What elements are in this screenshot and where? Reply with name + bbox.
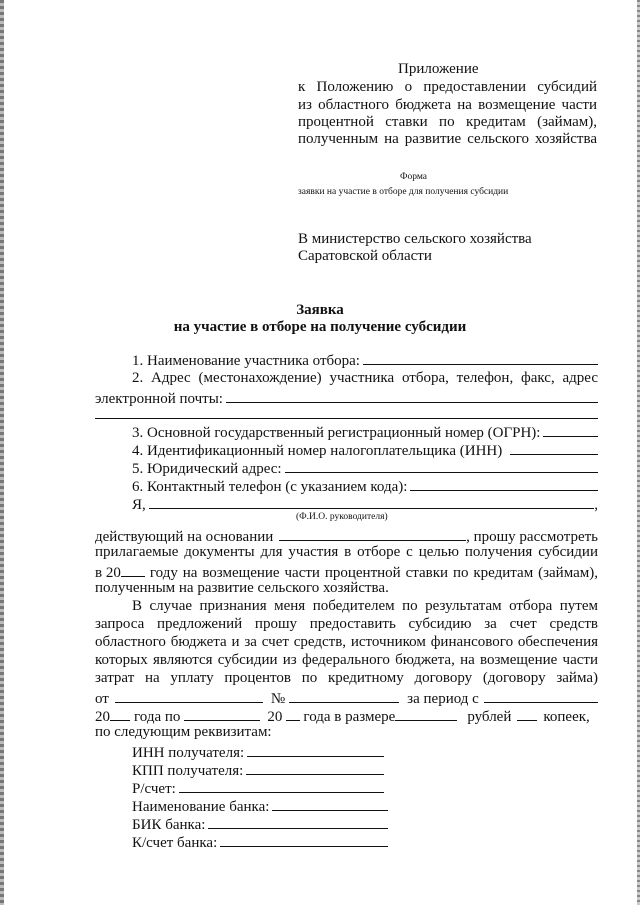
field-address bbox=[95, 388, 598, 408]
req-bank bbox=[132, 796, 388, 816]
period-to-label: года по bbox=[134, 709, 181, 725]
period-from-year-prefix: 20 bbox=[95, 709, 110, 725]
year-suffix: году на возмещение части процентной ставки по кредитам (займам), bbox=[149, 565, 598, 581]
body2-line-1: В случае признания меня победителем по результатам отбора путем bbox=[132, 598, 598, 614]
appendix-line-3: процентной ставки по кредитам (займам), bbox=[298, 114, 597, 130]
field-director bbox=[132, 494, 598, 514]
addressee-line-1: В министерство сельского хозяйства bbox=[298, 231, 532, 247]
field-phone-label: 6. Контактный телефон (с указанием кода): bbox=[132, 479, 408, 495]
req-bik bbox=[132, 814, 388, 834]
appendix-line-4: полученным на развитие сельского хозяйства bbox=[298, 131, 597, 147]
req-bank-label: Наименование банка: bbox=[132, 799, 270, 815]
field-inn-label: 4. Идентификационный номер налогоплательщика (ИНН) bbox=[132, 443, 503, 459]
field-inn bbox=[132, 440, 598, 460]
field-participant-name bbox=[132, 350, 598, 370]
field-phone bbox=[132, 476, 598, 496]
appendix-title: Приложение bbox=[398, 61, 479, 77]
body2-line-3: областного бюджета и за счет средств, источником финансового обеспечения bbox=[95, 634, 598, 650]
req-rs bbox=[132, 778, 384, 798]
period-from-year-input[interactable] bbox=[110, 706, 130, 721]
contract-date-input[interactable] bbox=[115, 688, 263, 703]
amount-label: года в размере bbox=[303, 709, 396, 725]
req-bik-label: БИК банка: bbox=[132, 817, 206, 833]
document-title: Заявка bbox=[296, 302, 344, 318]
basis-suffix: , прошу рассмотреть bbox=[466, 529, 598, 545]
req-bank-input[interactable] bbox=[272, 796, 388, 811]
period-from-label: за период с bbox=[407, 691, 479, 707]
req-kpp bbox=[132, 760, 384, 780]
ogrn-input[interactable] bbox=[543, 422, 598, 437]
field-director-comma: , bbox=[594, 497, 598, 513]
field-ogrn-label: 3. Основной государственный регистрационный номер (ОГРН): bbox=[132, 425, 541, 441]
director-caption: (Ф.И.О. руководителя) bbox=[296, 512, 388, 522]
kopecks-label: копеек, bbox=[543, 709, 590, 725]
legal-address-input[interactable] bbox=[285, 458, 598, 473]
field-ogrn bbox=[132, 422, 598, 442]
field-legal-address bbox=[132, 458, 598, 478]
scan-edge-left bbox=[0, 0, 4, 905]
body2-line-4: которых являются субсидии из федерального бюджета, на возмещение части bbox=[95, 652, 598, 668]
body1-line-4: полученным на развитие сельского хозяйства. bbox=[95, 580, 389, 596]
amount-kopecks-input[interactable] bbox=[517, 706, 537, 721]
req-inn-label: ИНН получателя: bbox=[132, 745, 245, 761]
req-rs-input[interactable] bbox=[179, 778, 384, 793]
req-ks-input[interactable] bbox=[220, 832, 388, 847]
document-subtitle: на участие в отборе на получение субсидии bbox=[173, 319, 467, 335]
req-ks-label: К/счет банка: bbox=[132, 835, 218, 851]
body2-line-2: запроса предложений прошу предоставить субсидию за счет средств bbox=[95, 616, 598, 632]
req-inn bbox=[132, 742, 384, 762]
req-inn-input[interactable] bbox=[247, 742, 384, 757]
inn-input[interactable] bbox=[510, 440, 598, 455]
field-participant-name-label: 1. Наименование участника отбора: bbox=[132, 353, 360, 369]
req-rs-label: Р/счет: bbox=[132, 781, 176, 797]
period-to-input[interactable] bbox=[184, 706, 260, 721]
director-name-input[interactable] bbox=[149, 494, 594, 509]
year-prefix: в 20 bbox=[95, 565, 121, 581]
req-kpp-label: КПП получателя: bbox=[132, 763, 244, 779]
period-to-year-input[interactable] bbox=[286, 706, 300, 721]
period-to-year-prefix: 20 bbox=[267, 709, 283, 725]
field-legal-address-label: 5. Юридический адрес: bbox=[132, 461, 282, 477]
addressee-line-2: Саратовской области bbox=[298, 248, 432, 264]
amount-rubles-input[interactable] bbox=[395, 706, 457, 721]
body1-line-2: прилагаемые документы для участия в отборе с целью получения субсидии bbox=[95, 544, 598, 560]
contract-number-input[interactable] bbox=[289, 688, 399, 703]
year-input[interactable] bbox=[121, 562, 145, 577]
basis-label: действующий на основании bbox=[95, 529, 274, 545]
req-kpp-input[interactable] bbox=[246, 760, 384, 775]
body1-line-3 bbox=[95, 562, 598, 582]
address-input[interactable] bbox=[226, 388, 598, 403]
field-address-label-1: 2. Адрес (местонахождение) участника отбора, телефон, факс, адрес bbox=[132, 370, 598, 386]
form-label: Форма bbox=[400, 172, 428, 182]
participant-name-input[interactable] bbox=[363, 350, 598, 365]
body2-line-7 bbox=[95, 706, 598, 726]
req-ks bbox=[132, 832, 388, 852]
appendix-line-2: из областного бюджета на возмещение части bbox=[298, 97, 597, 113]
req-bik-input[interactable] bbox=[208, 814, 388, 829]
basis-input[interactable] bbox=[279, 526, 466, 541]
form-description: заявки на участие в отборе для получения субсидии bbox=[298, 187, 509, 197]
field-director-label: Я, bbox=[132, 497, 146, 513]
body2-line-5: затрат на уплату процентов по кредитному договору (договору займа) bbox=[95, 670, 598, 686]
contract-number-label: № bbox=[270, 691, 286, 707]
body1-line-1 bbox=[95, 526, 598, 546]
body2-line-6 bbox=[95, 688, 598, 708]
rubles-label: рублей bbox=[467, 709, 512, 725]
field-address-label-2: электронной почты: bbox=[95, 391, 223, 407]
contract-date-label: от bbox=[95, 691, 109, 707]
body2-line-8: по следующим реквизитам: bbox=[95, 724, 272, 740]
phone-input[interactable] bbox=[410, 476, 598, 491]
appendix-line-1: к Положению о предоставлении субсидий bbox=[298, 79, 597, 95]
period-from-input[interactable] bbox=[484, 688, 598, 703]
address-input-continued[interactable] bbox=[95, 418, 598, 419]
